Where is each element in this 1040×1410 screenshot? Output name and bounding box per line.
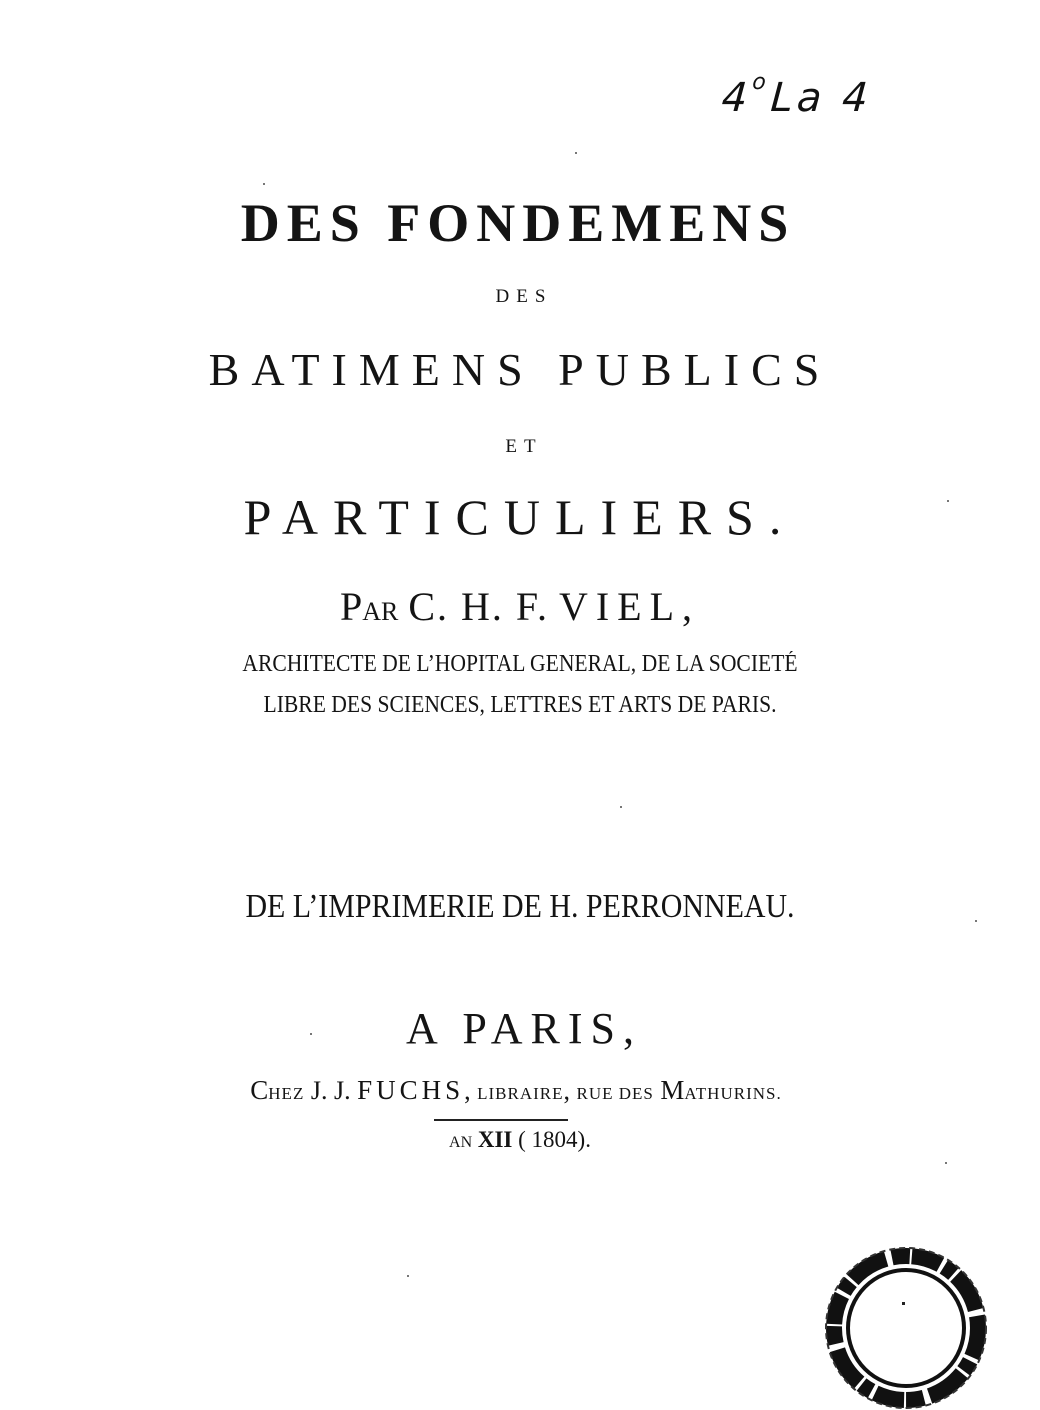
street-prefix: RUE DES bbox=[576, 1084, 654, 1103]
publisher-role: LIBRAIRE bbox=[477, 1084, 564, 1103]
paper-speck bbox=[263, 183, 265, 185]
author-line bbox=[0, 583, 1040, 630]
shelfmark-sup: o bbox=[751, 70, 767, 95]
author-par-rest: AR bbox=[362, 597, 399, 626]
chez-initial: C bbox=[250, 1075, 269, 1105]
publisher-line bbox=[0, 1075, 1036, 1106]
handwritten-shelfmark bbox=[720, 70, 873, 121]
publisher-name: FUCHS bbox=[357, 1075, 465, 1105]
title-line-3: PARTICULIERS. bbox=[243, 489, 797, 545]
paper-speck bbox=[945, 1162, 947, 1164]
library-stamp-icon bbox=[818, 1240, 988, 1410]
author-credentials-line-2: LIBRE DES SCIENCES, LETTRES ET ARTS DE PARIS. bbox=[263, 692, 777, 718]
date-an: AN bbox=[449, 1134, 473, 1151]
date-roman-year: XII bbox=[477, 1127, 513, 1152]
publication-date bbox=[0, 1127, 1040, 1153]
shelfmark-suffix: La 4 bbox=[769, 75, 874, 121]
paper-speck bbox=[310, 1033, 312, 1035]
divider-rule bbox=[434, 1119, 568, 1121]
title-line-1: DES FONDEMENS bbox=[240, 193, 796, 253]
date-year: ( 1804). bbox=[518, 1127, 591, 1152]
imprint-city: A PARIS, bbox=[405, 1004, 643, 1053]
paper-speck bbox=[620, 806, 622, 808]
author-par-initial: P bbox=[339, 584, 363, 629]
author-credentials-line-1: ARCHITECTE DE L’HOPITAL GENERAL, DE LA SOCIETÉ bbox=[242, 651, 798, 677]
author-surname: VIEL, bbox=[558, 584, 701, 629]
chez-rest: HEZ bbox=[268, 1084, 305, 1103]
street-initial: M bbox=[660, 1075, 685, 1105]
printer-line: DE L’IMPRIMERIE DE H. PERRONNEAU. bbox=[245, 888, 795, 925]
connector-et: ET bbox=[505, 436, 543, 457]
paper-speck bbox=[947, 500, 949, 502]
shelfmark-prefix: 4 bbox=[720, 75, 753, 121]
author-initials: C. H. F. bbox=[408, 584, 549, 629]
separator: , bbox=[464, 1076, 471, 1105]
connector-des: DES bbox=[495, 286, 553, 307]
paper-speck bbox=[575, 152, 577, 154]
title-line-2: BATIMENS PUBLICS bbox=[208, 344, 832, 395]
paper-speck bbox=[407, 1275, 409, 1277]
paper-speck bbox=[975, 920, 977, 922]
street-rest: ATHURINS. bbox=[684, 1084, 782, 1103]
publisher-initials: J. J. bbox=[310, 1076, 351, 1105]
separator: , bbox=[563, 1076, 571, 1105]
